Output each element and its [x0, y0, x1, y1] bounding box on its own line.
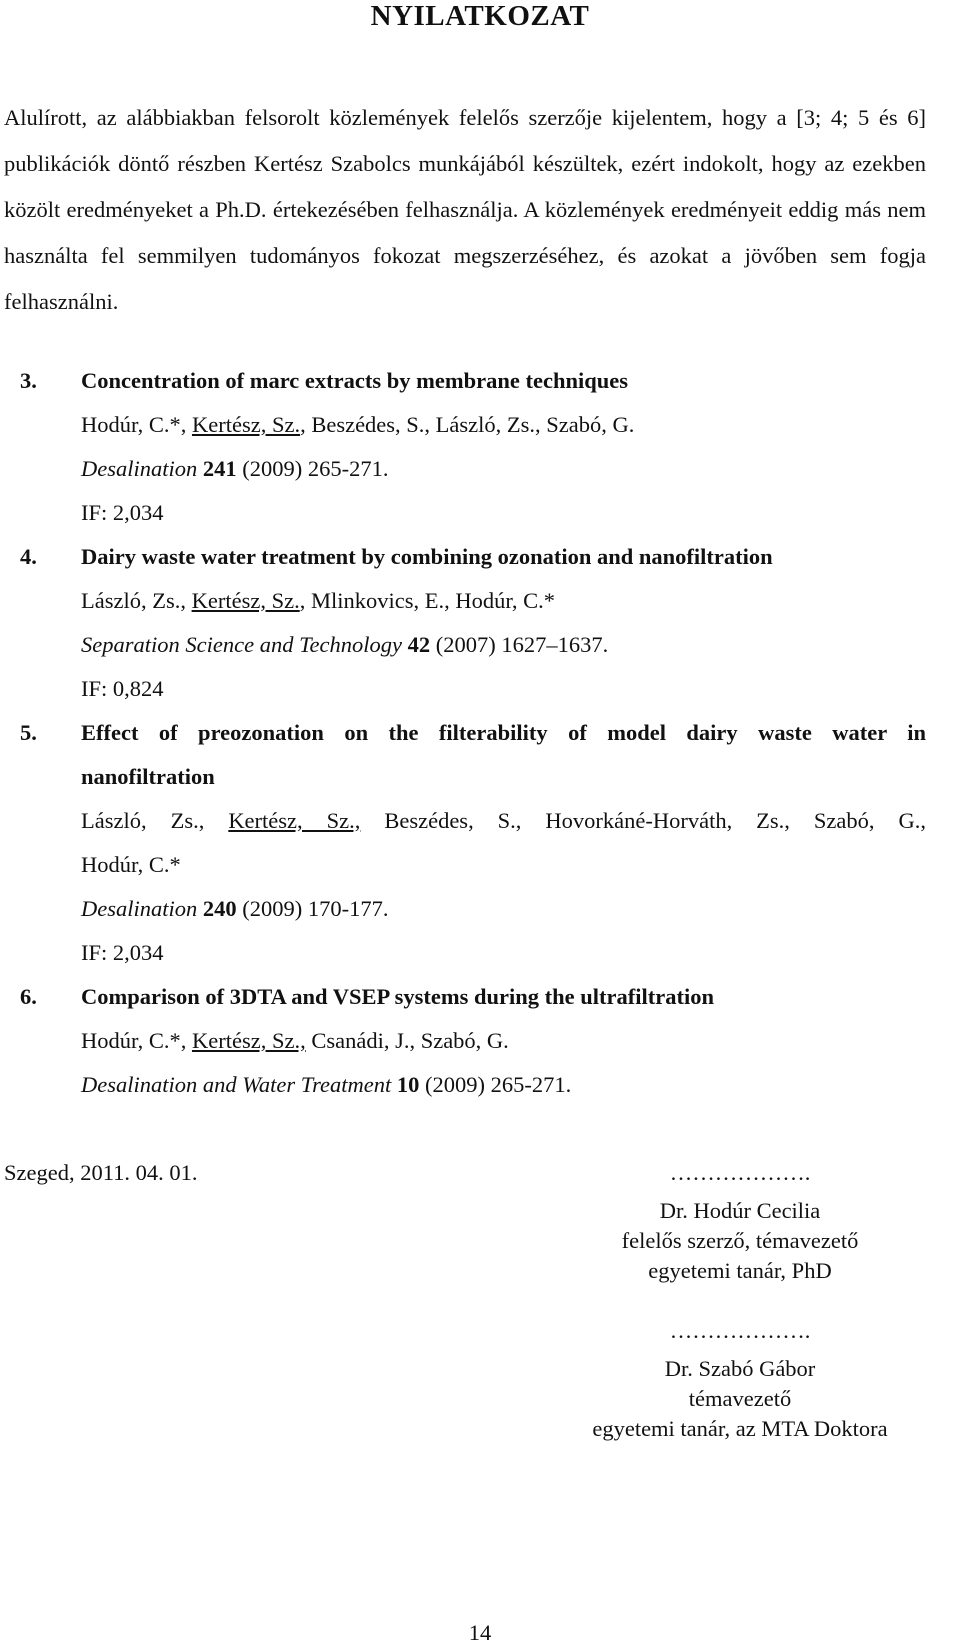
signer2-name: Dr. Szabó Gábor	[664, 1356, 816, 1381]
publication-title-line2: nanofiltration	[81, 764, 215, 789]
intro-paragraph: Alulírott, az alábbiakban felsorolt közlemények felelős szerzője kijelentem, hogy a [3; 4; 5 és 6] publikációk döntő részben Kertész Szabolcs munkájából készültek, ezért indokolt, hogy az ezekben közölt eredményeket a Ph.D. értekezésében felhasználja. A közlemények eredményeit eddig más nem használta fel semmilyen tudományos fokozat megszerzéséhez, és azokat a jövőben sem fogja felhasználni.	[4, 105, 926, 314]
signer1-role: felelős szerző, témavezető	[621, 1228, 859, 1253]
publication-title: Concentration of marc extracts by membrane techniques	[81, 368, 628, 393]
publication-journal: Desalination and Water Treatment 10 (2009) 265-271.	[81, 1072, 572, 1097]
page-number: 14	[468, 1620, 492, 1645]
publication-title: Dairy waste water treatment by combining ozonation and nanofiltration	[81, 544, 773, 569]
publication-title-line1: Effect of preozonation on the filterability of model dairy waste water in	[81, 720, 926, 745]
publication-authors: Hodúr, C.*, Kertész, Sz., Beszédes, S., László, Zs., Szabó, G.	[81, 412, 635, 437]
publication-authors: László, Zs., Kertész, Sz., Mlinkovics, E., Hodúr, C.*	[81, 588, 556, 613]
impact-factor: IF: 2,034	[81, 940, 164, 965]
publication-authors: László, Zs., Kertész, Sz., Beszédes, S., Hovorkáné-Horváth, Zs., Szabó, G.,	[81, 808, 926, 833]
signer1-name: Dr. Hodúr Cecilia	[659, 1198, 821, 1223]
highlighted-author: Kertész, Sz.	[191, 412, 301, 437]
publication-number: 4.	[20, 544, 37, 569]
signature-line-2: ……………….	[669, 1318, 811, 1343]
signature-line-1: ……………….	[669, 1160, 811, 1185]
publication-number: 5.	[20, 720, 37, 745]
impact-factor: IF: 2,034	[81, 500, 164, 525]
publication-title: Comparison of 3DTA and VSEP systems during the ultrafiltration	[81, 984, 714, 1009]
signer2-role: témavezető	[688, 1386, 792, 1411]
page-title: NYILATKOZAT	[370, 0, 590, 32]
highlighted-author: Kertész, Sz.,	[191, 1028, 306, 1053]
publication-number: 6.	[20, 984, 37, 1009]
publication-authors: Hodúr, C.*, Kertész, Sz., Csanádi, J., Szabó, G.	[81, 1028, 509, 1053]
signer2-position: egyetemi tanár, az MTA Doktora	[592, 1416, 888, 1441]
publication-journal: Separation Science and Technology 42 (2007) 1627–1637.	[81, 632, 609, 657]
place-date: Szeged, 2011. 04. 01.	[4, 1160, 198, 1185]
publication-journal: Desalination 241 (2009) 265-271.	[81, 456, 389, 481]
impact-factor: IF: 0,824	[81, 676, 164, 701]
publication-authors-line2: Hodúr, C.*	[81, 852, 181, 877]
signer1-position: egyetemi tanár, PhD	[648, 1258, 832, 1283]
publication-number: 3.	[20, 368, 37, 393]
highlighted-author: Kertész, Sz.,	[228, 808, 361, 833]
highlighted-author: Kertész, Sz.	[191, 588, 300, 613]
publication-journal: Desalination 240 (2009) 170-177.	[81, 896, 389, 921]
